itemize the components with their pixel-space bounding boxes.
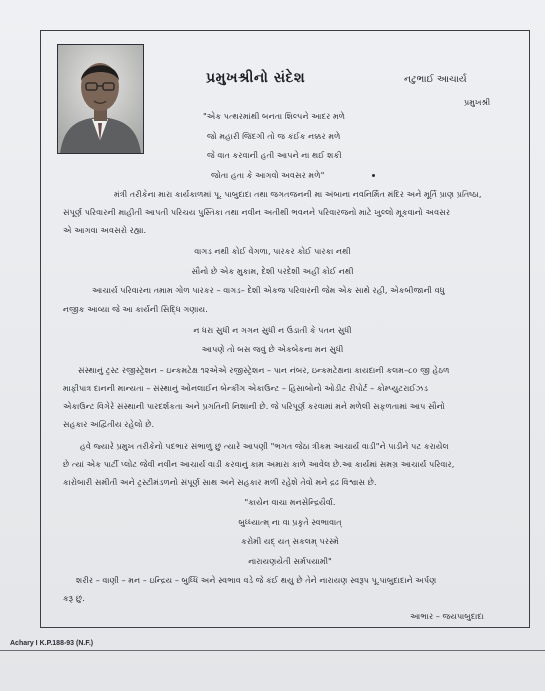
page-title: પ્રમુખશ્રીનો સંદેશ — [206, 70, 306, 86]
paragraph-line: સહકાર અદ્વિતીય રહેલો છે. — [63, 419, 155, 429]
paragraph-line: સંસ્થાનું ટ્રસ્ટ રજીસ્ટ્રેશન – ઇન્કમટેક્ષ ૧૨એએ રજીસ્ટ્રેશન – પાન નંબર, ઇન્કમટેક્ષના કાયદાની કલમ–૮૦ જી હેઠળ — [78, 365, 450, 375]
verse-line: "એક પત્થરમાંથી બનતા શિલ્પને આદર મળે — [203, 111, 346, 121]
paragraph-line: છે ત્યાં એક પાર્ટી પ્લોટ જેવી નવીન આચાર્ય વાડી કરવાનું કામ અમારા કાળે આવેલ છે.આ કાર્યમાં સમગ્ર આચાર્ય પરિવાર, — [63, 459, 455, 469]
paragraph-line: એ આગવા અવસરો રહ્યા. — [63, 225, 147, 235]
decorative-dot — [372, 174, 375, 177]
author-photo — [57, 44, 144, 154]
verse-line: વાગડ નથી કોઈ વેગળા, પારકર કોઈ પારકા નથી — [194, 246, 351, 256]
footer-reference: Achary I K.P.188-93 (N.F.) — [10, 640, 94, 647]
paragraph-line: કરૂ છું. — [63, 593, 85, 603]
bottom-divider — [0, 650, 545, 651]
verse-line: જોતા હતા કે આગવો અવસર મળે" — [211, 170, 325, 180]
paragraph-line: નજીક આવ્યા જે આ કાર્યની સિદ્ધિ ગણાય. — [63, 304, 208, 314]
paragraph-line: કારોબારી સમીતી અને ટ્રસ્ટીમંડળનો સંપૂર્ણ સાથ અને સહકાર મળી રહેશે તેવો મને દ્રઢ વિશ્વાસ છે. — [63, 477, 377, 487]
sanskrit-verse-line: "કાયેન વાચા મનસેન્દ્રિયૈર્વા. — [244, 497, 336, 507]
author-name: નટુભાઈ આચાર્ય — [404, 74, 467, 85]
author-role: પ્રમુખશ્રી — [464, 98, 491, 107]
verse-line: જે વાત કરવાની હતી આપને ના થઈ શકી — [207, 150, 342, 160]
verse-line: સૌનો છે એક મુકામ, દેશી પરદેશી અહીં કોઈ નથી — [191, 266, 354, 276]
paragraph-line: એકાઉન્ટ વિગેરે સંસ્થાની પારદર્શકતા અને પ્રગતિની નિશાની છે. જે પરિપૂર્ણ કરવામાં મને મળેલી સફળતામાં આપ સૌનો — [63, 401, 445, 411]
portrait-image — [58, 45, 143, 153]
verse-line: ન ધરા સુધી ન ગગન સુધી ન ઉંડાતી કે પતન સુધી — [193, 325, 352, 335]
sanskrit-verse-line: કરોમી યદ્ યત્ સકલમ્ પરસ્મે — [241, 536, 339, 546]
signature: આભાર – જયપાબુદાદા — [410, 611, 485, 621]
paragraph-line: આચાર્ય પરિવારના તમામ ગોળ પારકર – વાગડ– દેશી એકજ પરિવારની જેમ એક સાથે રહી, એકબીજાની વધુ — [92, 285, 445, 295]
paragraph-line: સંપૂર્ણ પરિવારની માહીતી આપતી પરિચય પુસ્તિકા તથા નવીન અતીથી ભવનને પરિવારજનો માટે ખુલ્લો મૂકવાનો અવસર — [63, 207, 451, 217]
verse-line: આપણે તો બસ જવું છે એકબેકના મન સુધી — [201, 344, 344, 354]
sanskrit-verse-line: બુધ્ધ્યાત્મ્ ના વા પ્રકૃતે સ્વભાવાત્ — [238, 517, 342, 527]
paragraph-line: હવે જ્યારે પ્રમુખ તરીકેનો પદભાર સંભાળું છું ત્યારે આપણી "ભગત જેઠા ત્રીકમ આચાર્ય વાડી"ને પાડીને પટ કરાયેલ — [80, 441, 449, 451]
paragraph-line: શરીર – વાણી – મન – ઇન્દ્રિય – બુધ્ધિ અને સ્વભાવ વડે જે કંઈ થયુ છે તેને નારાયણ સ્વરૂપ પૂ.પાબુદાદાને અર્પણ — [76, 575, 437, 585]
sanskrit-verse-line: નારાયણયેતી સર્મપયામી" — [248, 556, 332, 566]
paragraph-line: મંત્રી તરીકેના મારા કાર્યકાળમાં પૂ. પાબુદાદા તથા જગતજનની મા અંબાના નવનિર્મિત મંદિર અને મૂર્તિ પ્રાણ પ્રતિષ્ઠા, — [114, 189, 482, 199]
paragraph-line: માફીપાત્ર દાનની માન્યતા – સંસ્થાનું ઓનલાઈન બેન્કીંગ એકાઉન્ટ – હિસાબોનો ઓડીટ રીપોર્ટ – કોમ્પ્યુટરાઈઝડ — [63, 383, 428, 393]
verse-line: જો મહારી જિંદગી તો જ કંઈક નક્કર મળે — [207, 131, 341, 141]
